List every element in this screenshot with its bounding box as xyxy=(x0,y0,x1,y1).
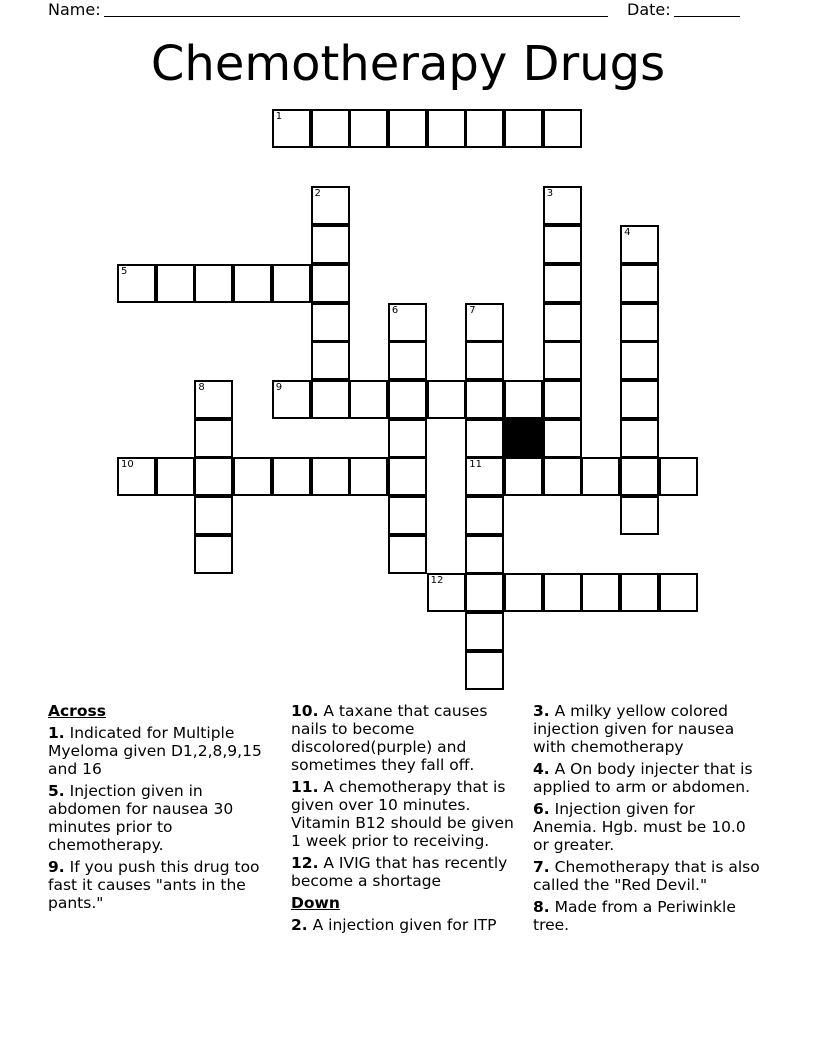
cell-number: 3 xyxy=(546,188,554,200)
grid-cell[interactable] xyxy=(156,264,195,303)
grid-cell[interactable] xyxy=(272,109,311,148)
grid-cell[interactable] xyxy=(349,109,388,148)
grid-cell[interactable] xyxy=(311,186,350,225)
grid-cell[interactable] xyxy=(233,457,272,496)
grid-cell[interactable] xyxy=(117,264,156,303)
page-title: Chemotherapy Drugs xyxy=(150,36,666,92)
grid-cell[interactable] xyxy=(349,380,388,419)
cell-number: 8 xyxy=(198,381,205,393)
grid-cell[interactable] xyxy=(311,341,350,380)
black-cell xyxy=(504,419,543,458)
across-heading: Across xyxy=(48,702,106,720)
clue-across-9: 9. If you push this drug too fast it causes "ants in the pants." xyxy=(48,858,260,912)
clue-down-2: 2. A injection given for ITP xyxy=(291,916,497,934)
cell-number: 2 xyxy=(314,188,321,200)
grid-cell[interactable] xyxy=(581,457,620,496)
name-label: Name: xyxy=(48,0,101,19)
grid-cell[interactable] xyxy=(388,457,427,496)
grid-cell[interactable] xyxy=(465,573,504,612)
grid-cell[interactable] xyxy=(388,535,427,574)
grid-cell[interactable] xyxy=(427,380,466,419)
cell-number: 6 xyxy=(391,304,399,316)
grid-cell[interactable] xyxy=(620,573,659,612)
grid-cell[interactable] xyxy=(581,573,620,612)
grid-cell[interactable] xyxy=(388,419,427,458)
cell-number: 10 xyxy=(121,459,134,471)
grid-cell[interactable] xyxy=(194,419,233,458)
grid-cell[interactable] xyxy=(465,303,504,342)
grid-cell[interactable] xyxy=(311,380,350,419)
grid-cell[interactable] xyxy=(388,380,427,419)
grid-cell[interactable] xyxy=(311,109,350,148)
grid-cell[interactable] xyxy=(194,457,233,496)
grid-cell[interactable] xyxy=(504,380,543,419)
grid-cell[interactable] xyxy=(311,457,350,496)
cell-number: 1 xyxy=(275,111,283,122)
grid-cell[interactable] xyxy=(659,457,698,496)
grid-cell[interactable] xyxy=(465,109,504,148)
grid-cell[interactable] xyxy=(465,457,504,496)
grid-cell[interactable] xyxy=(388,109,427,148)
cell-number: 12 xyxy=(430,575,444,587)
grid-cell[interactable] xyxy=(272,264,311,303)
clue-down-6: 6. Injection given for Anemia. Hgb. must be 10.0 or greater. xyxy=(533,800,746,854)
grid-cell[interactable] xyxy=(194,380,233,419)
grid-cell[interactable] xyxy=(194,264,233,303)
grid-cell[interactable] xyxy=(194,535,233,574)
grid-cell[interactable] xyxy=(465,341,504,380)
grid-cell[interactable] xyxy=(543,225,582,264)
clue-down-8: 8. Made from a Periwinkle tree. xyxy=(533,898,736,934)
grid-cell[interactable] xyxy=(543,264,582,303)
grid-cell[interactable] xyxy=(465,651,504,690)
grid-cell[interactable] xyxy=(504,457,543,496)
grid-cell[interactable] xyxy=(620,419,659,458)
grid-cell[interactable] xyxy=(504,109,543,148)
grid-cell[interactable] xyxy=(620,264,659,303)
grid-cell[interactable] xyxy=(388,341,427,380)
grid-cell[interactable] xyxy=(233,264,272,303)
cell-number: 5 xyxy=(121,265,128,277)
clue-down-3: 3. A milky yellow colored injection given for nausea with chemotherapy xyxy=(533,702,735,756)
clue-across-11: 11. A chemotherapy that is given over 10 minutes. Vitamin B12 should be given 1 week prior to receiving. xyxy=(291,778,514,850)
grid-cell[interactable] xyxy=(543,380,582,419)
grid-cell[interactable] xyxy=(311,225,350,264)
grid-cell[interactable] xyxy=(543,109,582,148)
clue-down-7: 7. Chemotherapy that is also called the "Red Devil." xyxy=(533,858,760,894)
grid-cell[interactable] xyxy=(311,303,350,342)
grid-cell[interactable] xyxy=(272,457,311,496)
grid-cell[interactable] xyxy=(620,225,659,264)
grid-cell[interactable] xyxy=(543,186,582,225)
cell-number: 9 xyxy=(275,381,283,393)
grid-cell[interactable] xyxy=(272,380,311,419)
grid-cell[interactable] xyxy=(427,109,466,148)
down-heading: Down xyxy=(291,894,340,912)
grid-cell[interactable] xyxy=(465,380,504,419)
grid-cell[interactable] xyxy=(543,341,582,380)
grid-cell[interactable] xyxy=(620,380,659,419)
grid-cell[interactable] xyxy=(311,264,350,303)
grid-cell[interactable] xyxy=(427,573,466,612)
cell-number: 11 xyxy=(469,459,483,471)
grid-cell[interactable] xyxy=(465,612,504,651)
clue-across-1: 1. Indicated for Multiple Myeloma given D1,2,8,9,15 and 16 xyxy=(48,724,262,778)
grid-cell[interactable] xyxy=(388,496,427,535)
cell-number: 4 xyxy=(624,227,631,239)
grid-cell[interactable] xyxy=(117,457,156,496)
grid-cell[interactable] xyxy=(620,496,659,535)
grid-cell[interactable] xyxy=(388,303,427,342)
cell-number: 7 xyxy=(469,304,476,316)
grid-cell[interactable] xyxy=(620,303,659,342)
date-label: Date: xyxy=(627,0,671,19)
grid-cell[interactable] xyxy=(465,419,504,458)
grid-cell[interactable] xyxy=(659,573,698,612)
grid-cell[interactable] xyxy=(543,419,582,458)
clue-across-5: 5. Injection given in abdomen for nausea 30 minutes prior to chemotherapy. xyxy=(48,782,234,854)
clues-column-3 xyxy=(533,702,763,938)
clue-across-10: 10. A taxane that causes nails to become discolored(purple) and sometimes they fall off. xyxy=(291,702,488,774)
clue-across-12: 12. A IVIG that has recently become a shortage xyxy=(291,854,508,890)
grid-cell[interactable] xyxy=(156,457,195,496)
grid-cell[interactable] xyxy=(543,303,582,342)
clues-column-1 xyxy=(48,702,278,916)
grid-cell[interactable] xyxy=(620,457,659,496)
clue-down-4: 4. A On body injecter that is applied to arm or abdomen. xyxy=(533,760,753,796)
grid-cell[interactable] xyxy=(620,341,659,380)
grid-cell[interactable] xyxy=(543,457,582,496)
grid-cell[interactable] xyxy=(349,457,388,496)
grid-cell[interactable] xyxy=(465,535,504,574)
grid-cell[interactable] xyxy=(504,573,543,612)
grid-cell[interactable] xyxy=(194,496,233,535)
clues-column-2 xyxy=(291,702,521,938)
grid-cell[interactable] xyxy=(543,573,582,612)
grid-cell[interactable] xyxy=(465,496,504,535)
